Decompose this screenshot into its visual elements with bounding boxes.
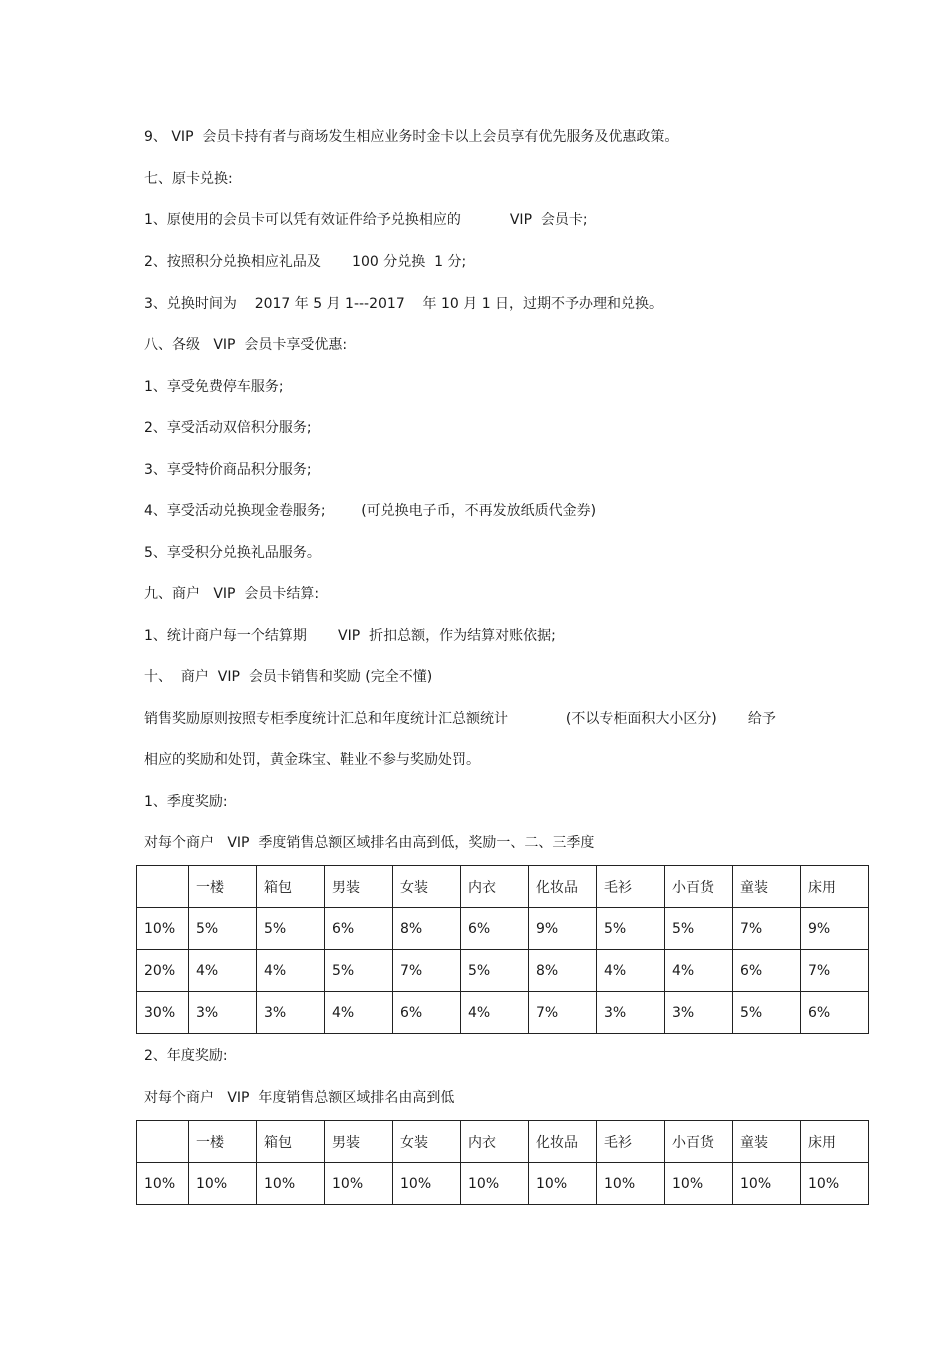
table-cell: 5% (325, 950, 393, 992)
list-item: 3、享受特价商品积分服务; (144, 462, 312, 478)
table-cell: 10% (461, 1163, 529, 1205)
table-cell: 5% (597, 908, 665, 950)
paragraph-reward-principle-cont: 相应的奖励和处罚，黄金珠宝、鞋业不参与奖励处罚。 (144, 752, 480, 768)
table-header-cell: 男装 (325, 866, 393, 908)
annual-reward-table (136, 1120, 869, 1205)
table-cell: 4% (665, 950, 733, 992)
table-header-row (137, 866, 869, 908)
table-header-cell: 床用 (801, 866, 869, 908)
table-cell: 6% (801, 992, 869, 1034)
table-cell: 10% (257, 1163, 325, 1205)
table-cell: 6% (393, 992, 461, 1034)
table-header-cell (137, 866, 189, 908)
section-heading-card-exchange: 七、原卡兑换: (144, 171, 233, 187)
paragraph-quarterly-ranking: 对每个商户 VIP 季度销售总额区域排名由高到低，奖励一、二、三季度 (144, 835, 595, 851)
paragraph-annual-ranking: 对每个商户 VIP 年度销售总额区域排名由高到低 (144, 1090, 455, 1106)
table-cell: 10% (597, 1163, 665, 1205)
table-header-cell: 毛衫 (597, 1121, 665, 1163)
table-cell: 6% (461, 908, 529, 950)
table-header-cell: 童装 (733, 866, 801, 908)
table-cell: 3% (665, 992, 733, 1034)
table-cell: 20% (137, 950, 189, 992)
subheading-quarterly-reward: 1、季度奖励: (144, 794, 228, 810)
table-header-cell: 一楼 (189, 866, 257, 908)
list-item: 2、享受活动双倍积分服务; (144, 420, 312, 436)
table-row (137, 950, 869, 992)
list-item: 1、统计商户每一个结算期 VIP 折扣总额，作为结算对账依据; (144, 628, 556, 644)
table-header-cell: 内衣 (461, 1121, 529, 1163)
table-cell: 5% (733, 992, 801, 1034)
table-cell: 5% (665, 908, 733, 950)
table-cell: 10% (733, 1163, 801, 1205)
table-cell: 4% (461, 992, 529, 1034)
table-cell: 9% (529, 908, 597, 950)
table-cell: 4% (189, 950, 257, 992)
table-cell: 10% (189, 1163, 257, 1205)
table-cell: 4% (597, 950, 665, 992)
table-header-cell: 箱包 (257, 1121, 325, 1163)
table-header-cell: 化妆品 (529, 866, 597, 908)
table-header-cell: 男装 (325, 1121, 393, 1163)
table-header-cell: 女装 (393, 1121, 461, 1163)
table-cell: 4% (325, 992, 393, 1034)
table-row (137, 908, 869, 950)
table-cell: 5% (257, 908, 325, 950)
table-header-cell: 女装 (393, 866, 461, 908)
table-row (137, 1163, 869, 1205)
table-header-cell: 化妆品 (529, 1121, 597, 1163)
list-item: 2、按照积分兑换相应礼品及 100 分兑换 1 分; (144, 254, 467, 270)
table-cell: 10% (665, 1163, 733, 1205)
table-cell: 5% (461, 950, 529, 992)
quarterly-reward-table (136, 865, 869, 1034)
table-header-cell: 毛衫 (597, 866, 665, 908)
table-cell: 10% (137, 908, 189, 950)
table-cell: 30% (137, 992, 189, 1034)
table-header-row (137, 1121, 869, 1163)
list-item: 3、兑换时间为 2017 年 5 月 1---2017 年 10 月 1 日，过期不予办理和兑换。 (144, 296, 664, 312)
table-cell: 4% (257, 950, 325, 992)
table-header-cell: 内衣 (461, 866, 529, 908)
table-cell: 10% (393, 1163, 461, 1205)
list-item: 1、享受免费停车服务; (144, 379, 284, 395)
table-cell: 8% (393, 908, 461, 950)
table-cell: 3% (597, 992, 665, 1034)
section-heading-sales-rewards: 十、 商户 VIP 会员卡销售和奖励 (完全不懂) (144, 669, 433, 685)
table-header-cell: 童装 (733, 1121, 801, 1163)
table-header-cell: 箱包 (257, 866, 325, 908)
section-heading-vip-benefits: 八、各级 VIP 会员卡享受优惠: (144, 337, 348, 353)
table-cell: 10% (325, 1163, 393, 1205)
table-header-cell: 床用 (801, 1121, 869, 1163)
table-header-cell (137, 1121, 189, 1163)
table-cell: 3% (257, 992, 325, 1034)
table-cell: 7% (801, 950, 869, 992)
table-cell: 7% (733, 908, 801, 950)
paragraph-reward-principle: 销售奖励原则按照专柜季度统计汇总和年度统计汇总额统计 (不以专柜面积大小区分) 给予 (144, 711, 776, 727)
table-header-cell: 小百货 (665, 1121, 733, 1163)
table-header-cell: 小百货 (665, 866, 733, 908)
table-cell: 8% (529, 950, 597, 992)
table-cell: 5% (189, 908, 257, 950)
table-cell: 10% (801, 1163, 869, 1205)
table-cell: 6% (325, 908, 393, 950)
table-cell: 7% (529, 992, 597, 1034)
list-item: 5、享受积分兑换礼品服务。 (144, 545, 321, 561)
table-cell: 10% (137, 1163, 189, 1205)
table-cell: 3% (189, 992, 257, 1034)
table-cell: 7% (393, 950, 461, 992)
subheading-annual-reward: 2、年度奖励: (144, 1048, 228, 1064)
table-header-cell: 一楼 (189, 1121, 257, 1163)
list-item: 1、原使用的会员卡可以凭有效证件给予兑换相应的 VIP 会员卡; (144, 212, 588, 228)
table-cell: 10% (529, 1163, 597, 1205)
paragraph-vip-priority: 9、 VIP 会员卡持有者与商场发生相应业务时金卡以上会员享有优先服务及优惠政策。 (144, 129, 679, 145)
table-cell: 9% (801, 908, 869, 950)
list-item: 4、享受活动兑换现金卷服务; (可兑换电子币，不再发放纸质代金券) (144, 503, 597, 519)
table-row (137, 992, 869, 1034)
table-cell: 6% (733, 950, 801, 992)
section-heading-settlement: 九、商户 VIP 会员卡结算: (144, 586, 320, 602)
